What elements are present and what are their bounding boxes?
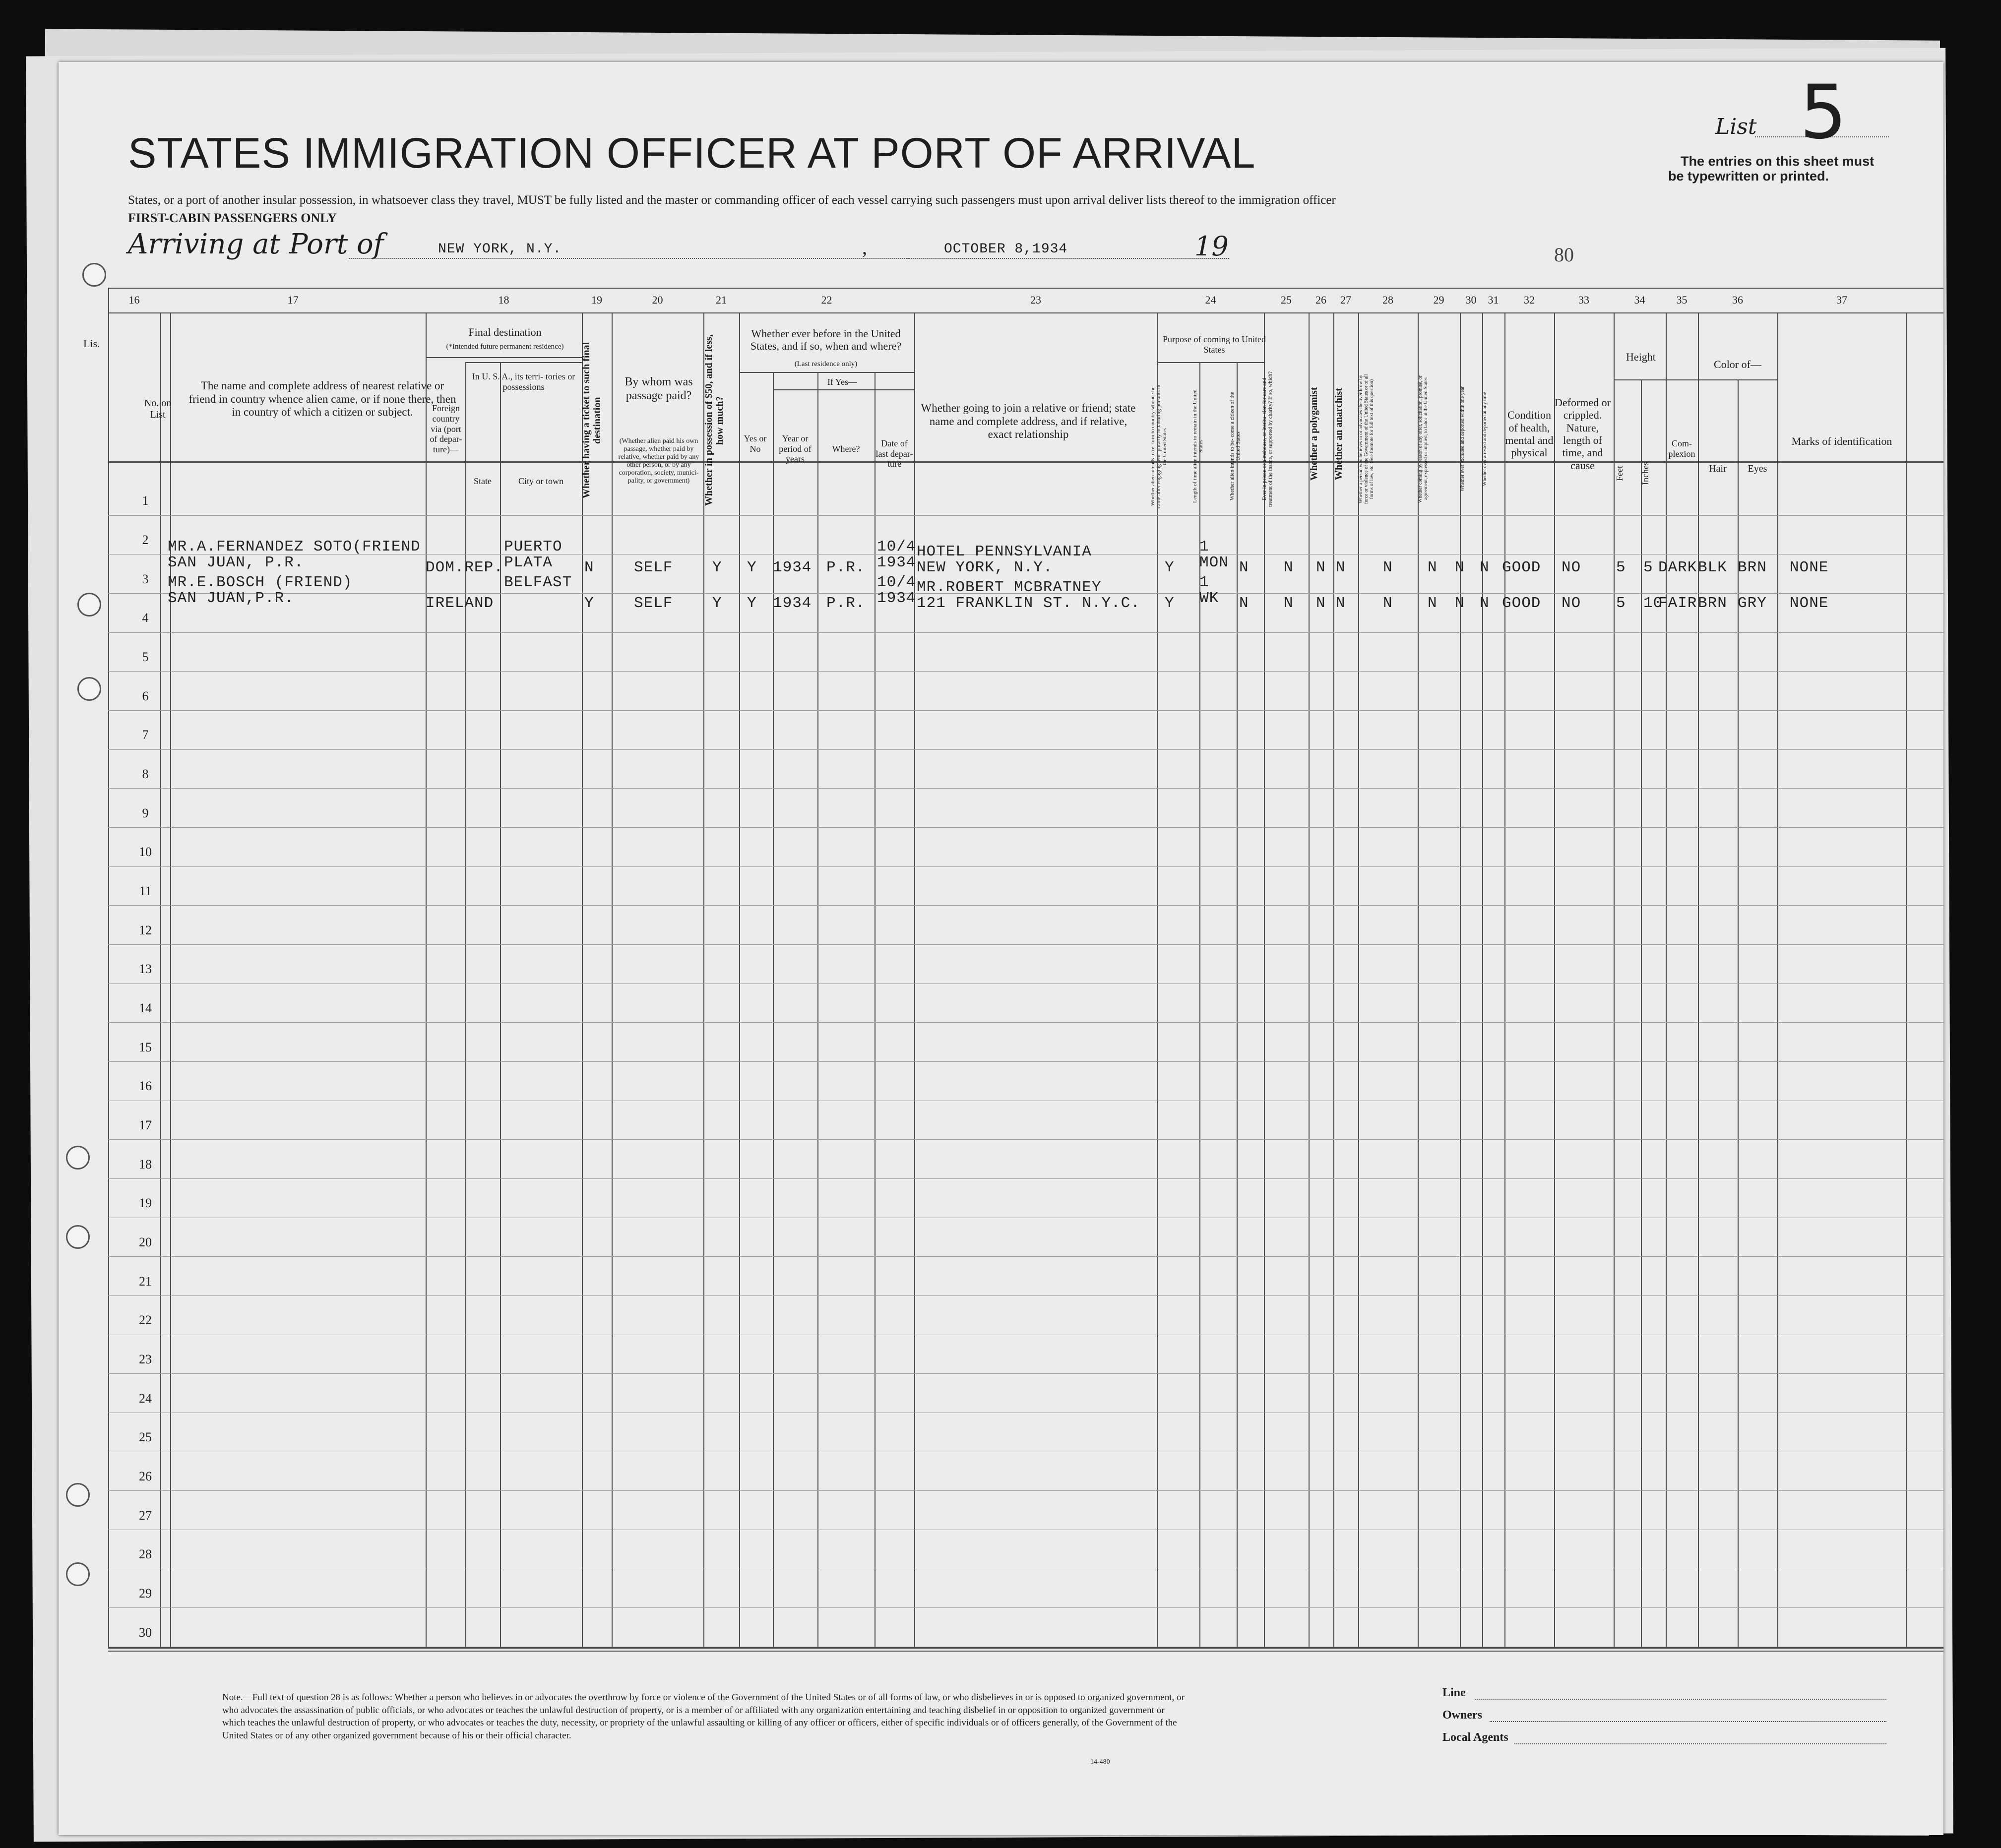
header-date-departure: Date of last depar- ture bbox=[875, 438, 913, 469]
column-rule bbox=[426, 312, 427, 1647]
date-value: OCTOBER 8,1934 bbox=[944, 242, 1068, 257]
row-number: 30 bbox=[139, 1625, 152, 1640]
column-number: 32 bbox=[1524, 294, 1535, 306]
header-passage-paid: By whom was passage paid? bbox=[625, 375, 693, 402]
header-height: Height bbox=[1626, 351, 1656, 364]
footnote-question-28: Note.—Full text of question 28 is as follows: Whether a person who believes in or advocates the overthrow by force or violence of the Government of the United States or of all forms of law, or who disbelieves in or is opposed to organized government, or who advocates the assassination of public officials, or who advocates or teaches the unlawful destruction of property, or is a member of or affiliated with any organization entertaining and teaching disbelief in or opposition to organized government or which teaches the unlawful destruction of property, or who advocates or teaches the duty, necessity, or propriety of the unlawful assaulting or killing of any officer or officers, either of specific individuals or of officers generally, of the Government of the United States or of any other organized government because of his or their official character. bbox=[222, 1692, 1185, 1741]
row-rule bbox=[108, 1295, 1943, 1296]
table-top-rule bbox=[108, 288, 1943, 289]
column-rule bbox=[108, 312, 109, 1647]
header-excluded: Whether ever excluded and deported within one year bbox=[1460, 386, 1465, 492]
header-join-relative: Whether going to join a relative or friend; state name and complete address, and if relative, exact relationship bbox=[921, 402, 1136, 441]
entry-before: Y bbox=[747, 595, 757, 612]
column-rule bbox=[612, 312, 613, 1647]
header-state: State bbox=[474, 476, 492, 486]
owners-label: Owners bbox=[1442, 1709, 1482, 1722]
entry-departure-1: 10/4 bbox=[877, 538, 916, 555]
arriving-label: Arriving at Port of bbox=[128, 228, 384, 260]
column-number: 24 bbox=[1205, 294, 1216, 306]
column-number: 35 bbox=[1676, 294, 1688, 306]
column-rule bbox=[1358, 312, 1359, 1647]
header-arrested: Whether ever arrested and deported at any time bbox=[1482, 392, 1488, 486]
entry-city-1: PUERTO bbox=[504, 538, 563, 555]
entry-join-1: HOTEL PENNSYLVANIA bbox=[917, 543, 1092, 560]
entry-return: Y bbox=[1165, 559, 1175, 576]
number-row-rule bbox=[108, 312, 1943, 313]
column-number: 31 bbox=[1488, 294, 1499, 306]
row-rule bbox=[108, 788, 1943, 789]
header-labor-offer: Whether coming by reason of any offer, solicitation, promise, or agreement, expressed or implied, to labor in the United States bbox=[1418, 375, 1429, 503]
row-number: 25 bbox=[139, 1430, 152, 1445]
row-number: 1 bbox=[142, 493, 149, 508]
entry-paid-by: SELF bbox=[634, 595, 673, 612]
column-rule bbox=[1460, 312, 1461, 1647]
manifest-sheet bbox=[59, 62, 1943, 1835]
entry-deformed: NO bbox=[1562, 595, 1581, 612]
column-rule bbox=[1237, 362, 1238, 1647]
header-foreign-country: Foreign country via (port of depar- ture)— bbox=[430, 403, 462, 455]
row-number: 19 bbox=[139, 1196, 152, 1211]
column-number: 23 bbox=[1030, 294, 1041, 306]
header-polygamist: Whether a polygamist bbox=[1309, 387, 1319, 481]
entry-feet: 5 bbox=[1616, 559, 1626, 576]
entry-ticket: Y bbox=[584, 595, 594, 612]
row-number: 15 bbox=[139, 1040, 152, 1054]
header-deformed: Deformed or crippled. Nature, length of time, and cause bbox=[1554, 396, 1611, 472]
entry-foreign: IRELAND bbox=[426, 595, 494, 612]
row-rule bbox=[108, 632, 1943, 633]
header-purpose: Purpose of coming to United States bbox=[1163, 334, 1266, 355]
column-rule bbox=[1157, 312, 1158, 1647]
header-prison: Ever in prison or almshouse, or institu- tion for care and treatment of the insane, or supported by charity? If so, which? bbox=[1261, 371, 1274, 507]
column-number: 18 bbox=[498, 294, 509, 306]
entry-polygamist: N bbox=[1316, 595, 1326, 612]
header-hair: Hair bbox=[1709, 463, 1727, 474]
row-rule bbox=[108, 749, 1943, 750]
row-rule bbox=[108, 1490, 1943, 1491]
column-rule bbox=[1482, 312, 1483, 1647]
column-rule bbox=[500, 362, 501, 1647]
column-rule bbox=[1309, 312, 1310, 1647]
column-rule bbox=[1641, 379, 1642, 1647]
header-anarchist: Whether an anarchist bbox=[1333, 388, 1344, 480]
entry-where: P.R. bbox=[826, 595, 866, 612]
header-length-stay: Length of time alien intends to remain in the United States bbox=[1192, 389, 1204, 503]
entry-relative-1: MR.A.FERNANDEZ SOTO(FRIEND bbox=[168, 538, 421, 555]
entry-anarchist: N bbox=[1336, 595, 1346, 612]
form-number: 14-480 bbox=[1090, 1758, 1110, 1766]
header-fifty-dollars: Whether in possession of $50, and if less, how much? bbox=[703, 334, 725, 506]
entry-overthrow: N bbox=[1383, 595, 1393, 612]
row-rule bbox=[108, 1373, 1943, 1374]
column-number: 22 bbox=[821, 294, 832, 306]
entry-city-1: BELFAST bbox=[504, 574, 572, 591]
row-rule bbox=[108, 1607, 1943, 1608]
column-number: 26 bbox=[1315, 294, 1326, 306]
entry-complexion: DARK bbox=[1658, 559, 1697, 576]
row-number: 26 bbox=[139, 1469, 152, 1484]
row-number: 29 bbox=[139, 1586, 152, 1601]
entry-ticket: N bbox=[584, 559, 594, 576]
entry-polygamist: N bbox=[1316, 559, 1326, 576]
sub-rule-22 bbox=[739, 372, 914, 373]
entry-hair: BLK bbox=[1698, 559, 1727, 576]
row-number: 10 bbox=[139, 845, 152, 860]
list-number: 5 bbox=[1800, 69, 1847, 156]
row-number: 11 bbox=[139, 884, 152, 899]
header-complexion: Com- plexion bbox=[1668, 438, 1695, 459]
agents-label: Local Agents bbox=[1442, 1731, 1508, 1744]
row-rule bbox=[108, 1061, 1943, 1062]
row-rule bbox=[108, 1139, 1943, 1140]
entry-stay-1: 1 bbox=[1199, 574, 1209, 591]
entry-relative-1: MR.E.BOSCH (FRIEND) bbox=[168, 574, 353, 591]
list-label: List bbox=[1715, 114, 1757, 139]
column-number: 28 bbox=[1382, 294, 1393, 306]
entry-arrested: N bbox=[1480, 595, 1490, 612]
column-rule bbox=[1698, 312, 1699, 1647]
header-no-on-list: No. on List bbox=[144, 398, 172, 420]
entry-departure-1: 10/4 bbox=[877, 574, 916, 591]
row-rule bbox=[108, 515, 1943, 516]
manifest-grid bbox=[59, 62, 1943, 1835]
row-number: 9 bbox=[142, 805, 149, 820]
entry-paid-by: SELF bbox=[634, 559, 673, 576]
column-rule bbox=[914, 312, 915, 1647]
column-rule bbox=[1418, 312, 1419, 1647]
row-number: 12 bbox=[139, 923, 152, 937]
row-number: 17 bbox=[139, 1118, 152, 1133]
tab-mark: Lis. bbox=[83, 337, 100, 350]
column-number: 19 bbox=[591, 294, 602, 306]
column-number: 30 bbox=[1465, 294, 1477, 306]
header-color-of: Color of— bbox=[1714, 358, 1761, 371]
column-rule bbox=[1333, 312, 1334, 1647]
row-number: 23 bbox=[139, 1352, 152, 1367]
entry-join-2: 121 FRANKLIN ST. N.Y.C. bbox=[917, 595, 1140, 612]
header-year-period: Year or period of years bbox=[779, 433, 812, 464]
entry-overthrow: N bbox=[1383, 559, 1393, 576]
row-number: 5 bbox=[142, 650, 149, 665]
row-rule bbox=[108, 1022, 1943, 1023]
entry-join-2: NEW YORK, N.Y. bbox=[917, 559, 1053, 576]
row-number: 24 bbox=[139, 1391, 152, 1406]
entry-before: Y bbox=[747, 559, 757, 576]
entry-where: P.R. bbox=[826, 559, 866, 576]
header-feet: Feet bbox=[1615, 466, 1625, 482]
header-city: City or town bbox=[518, 476, 563, 486]
row-rule bbox=[108, 1256, 1943, 1257]
entry-join-1: MR.ROBERT MCBRATNEY bbox=[917, 579, 1102, 596]
entry-departure-2: 1934 bbox=[877, 554, 916, 571]
sub-rule-22b bbox=[773, 389, 914, 390]
entry-return: Y bbox=[1165, 595, 1175, 612]
entry-citizen: N bbox=[1239, 595, 1249, 612]
column-number: 37 bbox=[1836, 294, 1847, 306]
header-inches: Inches bbox=[1640, 462, 1650, 486]
entry-stay-2: WK bbox=[1199, 590, 1219, 607]
row-number: 22 bbox=[139, 1313, 152, 1328]
column-number: 34 bbox=[1634, 294, 1645, 306]
column-rule bbox=[703, 312, 704, 1647]
entry-eyes: GRY bbox=[1738, 595, 1767, 612]
entry-excluded: N bbox=[1455, 559, 1465, 576]
row-number: 13 bbox=[139, 962, 152, 977]
column-rule bbox=[170, 312, 171, 1647]
form-subtitle: States, or a port of another insular possession, in whatsoever class they travel, MUST be fully listed and the master or commanding officer of each vessel carrying such passengers must upon arrival deliver lists thereof to the immigration officer bbox=[128, 193, 1336, 207]
entry-hair: BRN bbox=[1698, 595, 1727, 612]
row-rule bbox=[108, 866, 1943, 867]
line-label: Line bbox=[1442, 1686, 1466, 1699]
header-if-yes: If Yes— bbox=[827, 376, 857, 387]
row-number: 21 bbox=[139, 1274, 152, 1289]
entry-prison: N bbox=[1284, 559, 1294, 576]
entry-year: 1934 bbox=[773, 559, 812, 576]
row-rule bbox=[108, 1178, 1943, 1179]
column-number: 20 bbox=[652, 294, 663, 306]
row-number: 27 bbox=[139, 1508, 152, 1523]
row-number: 6 bbox=[142, 688, 149, 703]
page-mark: 80 bbox=[1554, 244, 1574, 266]
row-rule bbox=[108, 905, 1943, 906]
row-number: 2 bbox=[142, 533, 149, 548]
line-underline bbox=[1475, 1699, 1886, 1700]
row-number: 8 bbox=[142, 767, 149, 782]
entry-complexion: FAIR bbox=[1658, 595, 1697, 612]
entry-excluded: N bbox=[1455, 595, 1465, 612]
agents-underline bbox=[1514, 1743, 1886, 1744]
entry-marks: NONE bbox=[1790, 595, 1829, 612]
header-final-destination: Final destination bbox=[468, 326, 542, 339]
port-value: NEW YORK, N.Y. bbox=[438, 242, 562, 257]
entry-stay-2: MON bbox=[1199, 554, 1229, 571]
date-comma: , bbox=[862, 236, 867, 258]
row-rule bbox=[108, 710, 1943, 711]
column-number: 17 bbox=[287, 294, 299, 306]
column-rule bbox=[739, 312, 740, 1647]
column-number: 27 bbox=[1340, 294, 1351, 306]
entry-health: GOOD bbox=[1502, 595, 1541, 612]
entry-year: 1934 bbox=[773, 595, 812, 612]
column-rule bbox=[1614, 312, 1615, 1647]
column-number: 16 bbox=[128, 294, 140, 306]
entry-relative-2: SAN JUAN,P.R. bbox=[168, 590, 294, 607]
column-rule bbox=[1777, 312, 1778, 1647]
entry-departure-2: 1934 bbox=[877, 590, 916, 607]
sub-rule-34 bbox=[1614, 379, 1777, 380]
row-number: 3 bbox=[142, 571, 149, 586]
entries-note-2: be typewritten or printed. bbox=[1668, 169, 1829, 184]
entry-money: Y bbox=[712, 559, 722, 576]
header-where: Where? bbox=[832, 443, 860, 454]
entry-prison: N bbox=[1284, 595, 1294, 612]
entry-foreign: DOM.REP. bbox=[426, 559, 503, 576]
column-rule bbox=[1666, 312, 1667, 1647]
header-passage-paid-note: (Whether alien paid his own passage, whether paid by relative, whether paid by any other person, or by any corporation, society, munici- pality, or government) bbox=[618, 437, 699, 485]
header-ticket: Whether having a ticket to such final destination bbox=[581, 342, 603, 499]
entry-inches: 5 bbox=[1643, 559, 1653, 576]
entry-offer: N bbox=[1428, 595, 1438, 612]
table-bottom-rule-2 bbox=[108, 1651, 1943, 1652]
column-rule bbox=[160, 312, 161, 1647]
header-health: Condition of health, mental and physical bbox=[1505, 409, 1554, 459]
entry-marks: NONE bbox=[1790, 559, 1829, 576]
year-prefix: 19 bbox=[1194, 231, 1229, 262]
header-in-usa: In U. S. A., its terri- tories or possessions bbox=[472, 371, 575, 392]
entry-stay-1: 1 bbox=[1199, 538, 1209, 555]
entry-eyes: BRN bbox=[1738, 559, 1767, 576]
entry-arrested: N bbox=[1480, 559, 1490, 576]
entry-money: Y bbox=[712, 595, 722, 612]
row-number: 18 bbox=[139, 1157, 152, 1171]
column-rule bbox=[1264, 312, 1265, 1647]
column-rule bbox=[1906, 312, 1907, 1647]
entry-deformed: NO bbox=[1562, 559, 1581, 576]
entry-health: GOOD bbox=[1502, 559, 1541, 576]
entry-feet: 5 bbox=[1616, 595, 1626, 612]
row-number: 14 bbox=[139, 1001, 152, 1016]
column-rule bbox=[1554, 312, 1555, 1647]
column-number: 36 bbox=[1732, 294, 1743, 306]
entry-citizen: N bbox=[1239, 559, 1249, 576]
column-rule bbox=[465, 362, 466, 1647]
header-yes-no: Yes or No bbox=[744, 433, 767, 454]
entry-anarchist: N bbox=[1336, 559, 1346, 576]
row-number: 20 bbox=[139, 1235, 152, 1250]
header-become-citizen: Whether alien intends to be- come a citizen of the United States bbox=[1229, 392, 1242, 501]
column-number: 25 bbox=[1281, 294, 1292, 306]
column-number: 33 bbox=[1578, 294, 1589, 306]
entry-inches: 10 bbox=[1643, 595, 1663, 612]
row-rule bbox=[108, 944, 1943, 945]
owners-underline bbox=[1490, 1721, 1886, 1722]
column-rule bbox=[817, 372, 818, 1647]
entry-relative-2: SAN JUAN, P.R. bbox=[168, 554, 304, 571]
column-number: 21 bbox=[716, 294, 727, 306]
row-number: 4 bbox=[142, 611, 149, 625]
row-rule bbox=[108, 827, 1943, 828]
row-rule bbox=[108, 671, 1943, 672]
header-marks: Marks of identification bbox=[1791, 435, 1892, 448]
header-ever-before: Whether ever before in the United States, and if so, when and where? bbox=[750, 327, 902, 352]
class-note: FIRST-CABIN PASSENGERS ONLY bbox=[128, 211, 337, 225]
row-number: 16 bbox=[139, 1079, 152, 1094]
column-rule bbox=[1504, 312, 1505, 1647]
row-number: 7 bbox=[142, 728, 149, 742]
header-ever-before-note: (Last residence only) bbox=[794, 360, 858, 369]
entry-city-2: PLATA bbox=[504, 554, 553, 571]
form-title: STATES IMMIGRATION OFFICER AT PORT OF ARRIVAL bbox=[128, 129, 1256, 177]
header-overthrow: Whether a person who believes in or advocates the overthrow by force or violence of the Government of the United States or of all forms of law, etc. (See footnote for full text of this question) bbox=[1358, 374, 1375, 504]
column-rule bbox=[582, 312, 583, 1647]
row-number: 28 bbox=[139, 1547, 152, 1562]
header-relative-address: The name and complete address of nearest relative or friend in country whence alien came, or if none there, then in country of which a citizen or subject. bbox=[188, 379, 456, 419]
entries-note: The entries on this sheet must bbox=[1681, 154, 1875, 169]
header-final-destination-note: (*Intended future permanent residence) bbox=[446, 343, 564, 351]
header-return-intent: Whether alien intends to re- turn to country whence he came after engaging tem- porarily in laboring pursuits in the United States bbox=[1150, 384, 1168, 508]
entry-offer: N bbox=[1428, 559, 1438, 576]
column-number: 29 bbox=[1433, 294, 1444, 306]
header-eyes: Eyes bbox=[1748, 463, 1767, 474]
